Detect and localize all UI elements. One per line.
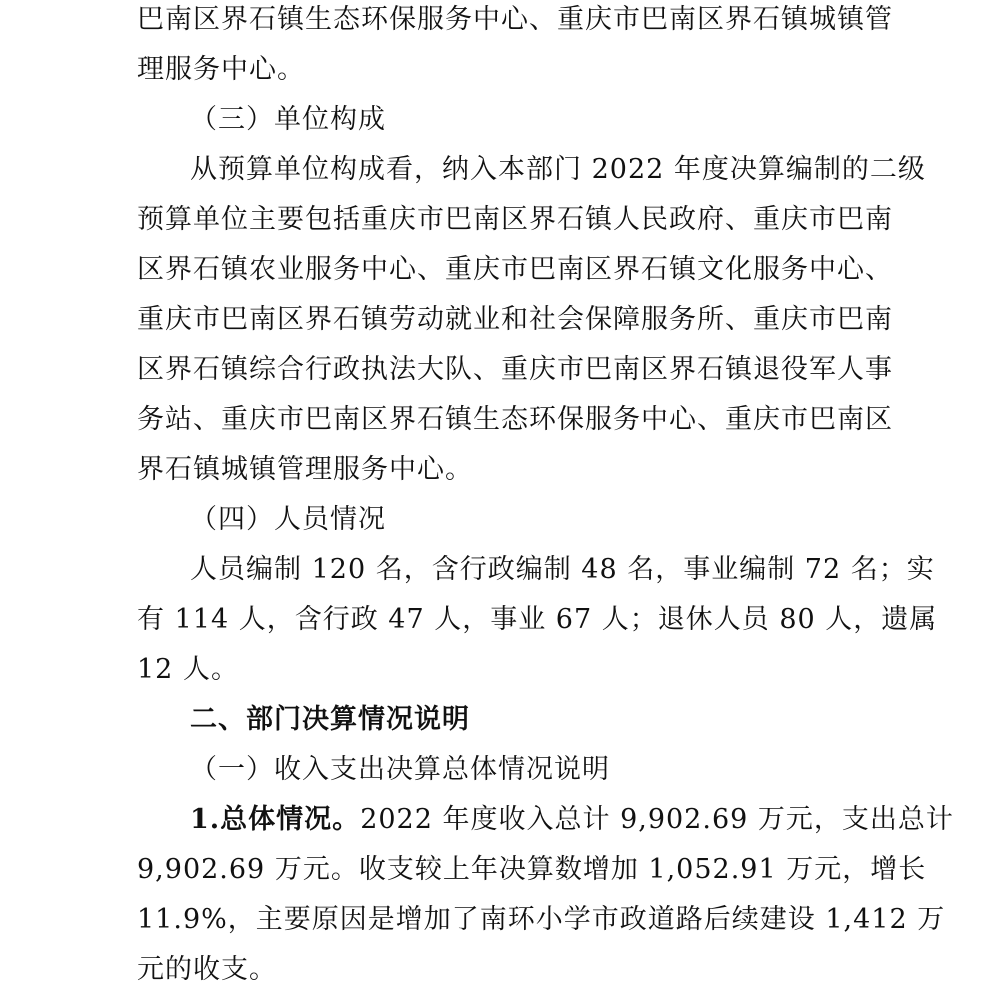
body-text-line: 12 人。 [137,654,239,685]
section-heading: （四）人员情况 [190,504,386,535]
body-text-line: 务站、重庆市巴南区界石镇生态环保服务中心、重庆市巴南区 [137,404,893,435]
body-text-line: 重庆市巴南区界石镇劳动就业和社会保障服务所、重庆市巴南 [137,304,893,335]
section-heading: （三）单位构成 [190,104,386,135]
body-text-line: 理服务中心。 [137,54,305,85]
body-text-line [190,803,954,837]
body-text-line: 界石镇城镇管理服务中心。 [137,454,473,485]
body-text-line: 9,902.69 万元。收支较上年决算数增加 1,052.91 万元，增长 [137,854,927,885]
body-text-line: 区界石镇农业服务中心、重庆市巴南区界石镇文化服务中心、 [137,254,893,285]
chapter-heading: 二、部门决算情况说明 [190,704,470,735]
body-text-line: 11.9%，主要原因是增加了南环小学市政道路后续建设 1,412 万 [137,904,946,935]
body-text-line: 人员编制 120 名，含行政编制 48 名，事业编制 72 名；实 [190,554,935,585]
overall-text: 2022 年度收入总计 9,902.69 万元，支出总计 [360,804,954,835]
section-heading: （一）收入支出决算总体情况说明 [190,754,610,785]
body-text-line: 从预算单位构成看，纳入本部门 2022 年度决算编制的二级 [190,154,926,185]
body-text-line: 元的收支。 [137,954,277,985]
body-text-line: 区界石镇综合行政执法大队、重庆市巴南区界石镇退役军人事 [137,354,893,385]
body-text-line: 预算单位主要包括重庆市巴南区界石镇人民政府、重庆市巴南 [137,204,893,235]
overall-lead: 1.总体情况。 [190,804,361,835]
body-text-line: 有 114 人，含行政 47 人，事业 67 人；退休人员 80 人，遗属 [137,604,938,635]
body-text-line: 巴南区界石镇生态环保服务中心、重庆市巴南区界石镇城镇管 [137,4,893,35]
